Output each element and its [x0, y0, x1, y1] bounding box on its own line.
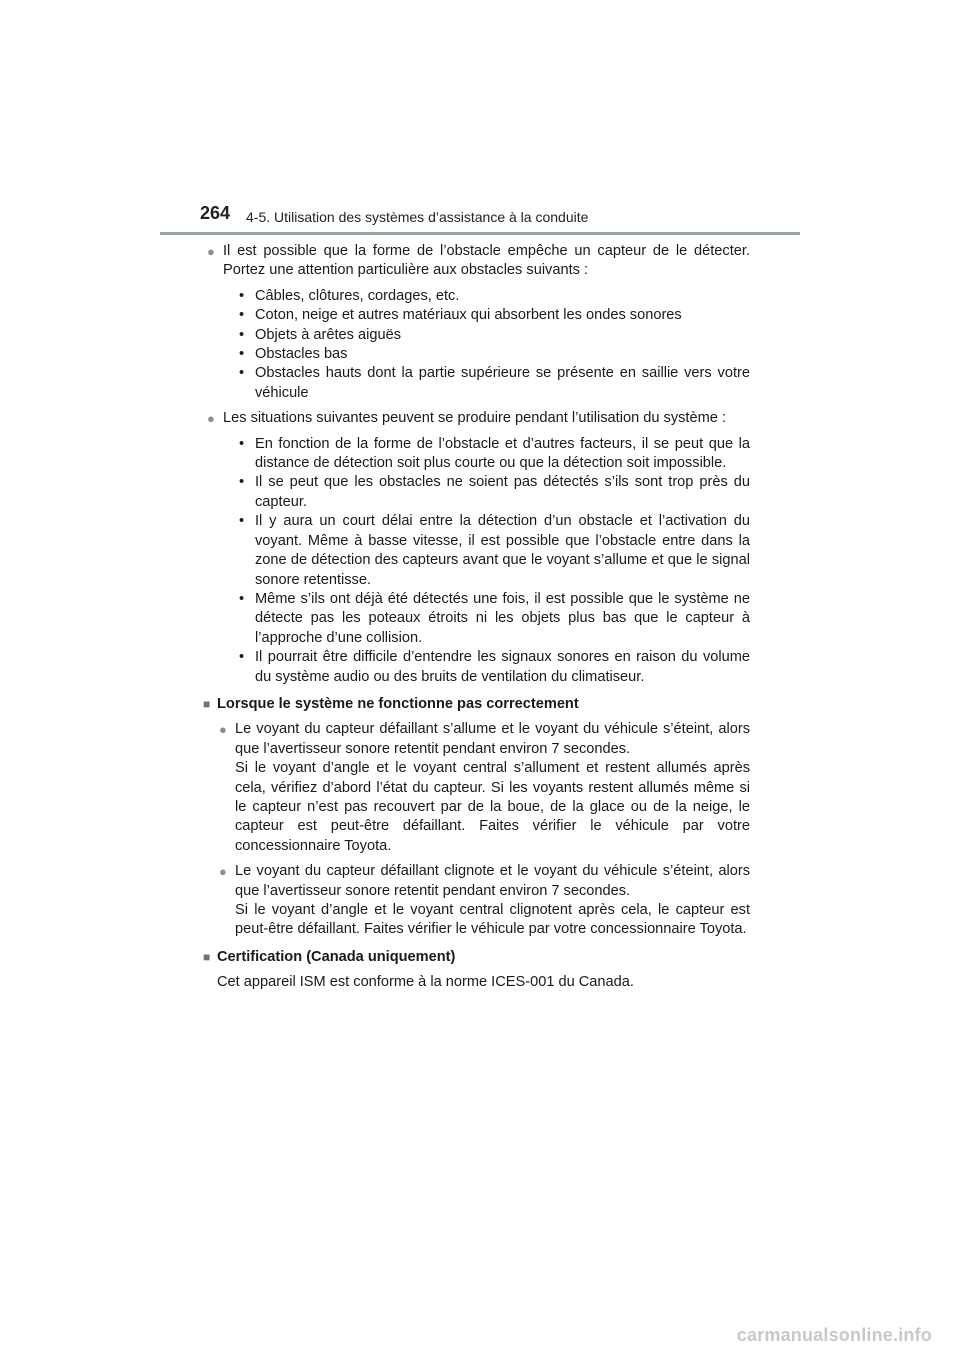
circle-bullet-icon: ●	[219, 722, 227, 738]
section-heading	[203, 948, 750, 967]
bullet-paragraph	[219, 720, 750, 856]
bullet-paragraph	[207, 409, 750, 687]
list-item: • En fonction de la forme de l’obstacle et d’autres facteurs, il se peut que la distance de détection soit plus courte ou que la détection soit impossible.	[239, 435, 750, 472]
circle-bullet-icon: ●	[207, 244, 215, 259]
list-item: • Câbles, clôtures, cordages, etc.	[239, 287, 460, 304]
paragraph-text: Le voyant du capteur défaillant s’allume et le voyant du véhicule s’éteint, alors que l’avertisseur sonore retentit pendant environ 7 secondes.	[235, 721, 750, 757]
square-bullet-icon: ■	[203, 949, 211, 964]
sub-list	[223, 287, 750, 403]
sub-list	[223, 435, 750, 687]
header-title: 4-5. Utilisation des systèmes d’assistance à la conduite	[246, 209, 589, 225]
square-bullet-icon: ■	[203, 696, 211, 711]
header-rule	[160, 232, 800, 235]
section-heading	[203, 695, 750, 714]
circle-bullet-icon: ●	[207, 411, 215, 427]
bullet-paragraph	[207, 242, 750, 403]
page-number: 264	[200, 203, 231, 223]
bullet-paragraph	[219, 862, 750, 940]
list-item: • Il se peut que les obstacles ne soient pas détectés s’ils sont trop près du capteur.	[239, 474, 750, 510]
list-item: • Même s’ils ont déjà été détectés une fois, il est possible que le système ne détecte pas les poteaux étroits ni les objets plus bas que le capteur à l’approche d’une collision.	[239, 590, 750, 646]
list-item: • Obstacles bas	[239, 346, 348, 363]
list-item: • Il y aura un court délai entre la détection d’un obstacle et l’activation du voyant. Même à basse vitesse, il est possible que l’obstacle entre dans la zone de détection des capteurs avant que le voyant s’allume et que le signal sonore retentisse.	[239, 513, 750, 588]
list-item: • Objets à arêtes aiguës	[239, 326, 402, 343]
paragraph-text: Cet appareil ISM est conforme à la norme ICES-001 du Canada.	[217, 974, 634, 991]
paragraph-text: Si le voyant d’angle et le voyant central clignotent après cela, le capteur est peut-être défaillant. Faites vérifier le véhicule par votre concessionnaire Toyota.	[235, 902, 750, 938]
list-item: • Obstacles hauts dont la partie supérieure se présente en saillie vers votre véhicule	[239, 365, 750, 401]
paragraph-text: Si le voyant d’angle et le voyant central s’allument et restent allumés après cela, vérifiez d’abord l’état du capteur. Si les voyants restent allumés même si le capteur n’est pas recouvert par de la boue, de la glace ou de la neige, le capteur est peut-être défaillant. Faites vérifier le véhicule par votre concessionnaire Toyota.	[235, 760, 750, 854]
page-content	[203, 242, 750, 993]
paragraph-text: Il est possible que la forme de l’obstacle empêche un capteur de le détecter. Portez une attention particulière aux obstacles suivants :	[223, 243, 750, 279]
watermark: carmanualsonline.info	[736, 1325, 932, 1345]
paragraph-text: Le voyant du capteur défaillant clignote et le voyant du véhicule s’éteint, alors que l’avertisseur sonore retentit pendant environ 7 secondes.	[235, 863, 750, 899]
list-item: • Il pourrait être difficile d’entendre les signaux sonores en raison du volume du système audio ou des bruits de ventilation du climatiseur.	[239, 649, 750, 685]
paragraph-text: Les situations suivantes peuvent se produire pendant l’utilisation du système :	[223, 410, 726, 427]
section-title: Lorsque le système ne fonctionne pas correctement	[217, 695, 579, 712]
circle-bullet-icon: ●	[219, 864, 227, 880]
list-item: • Coton, neige et autres matériaux qui absorbent les ondes sonores	[239, 307, 682, 324]
section-title: Certification (Canada uniquement)	[217, 948, 456, 965]
